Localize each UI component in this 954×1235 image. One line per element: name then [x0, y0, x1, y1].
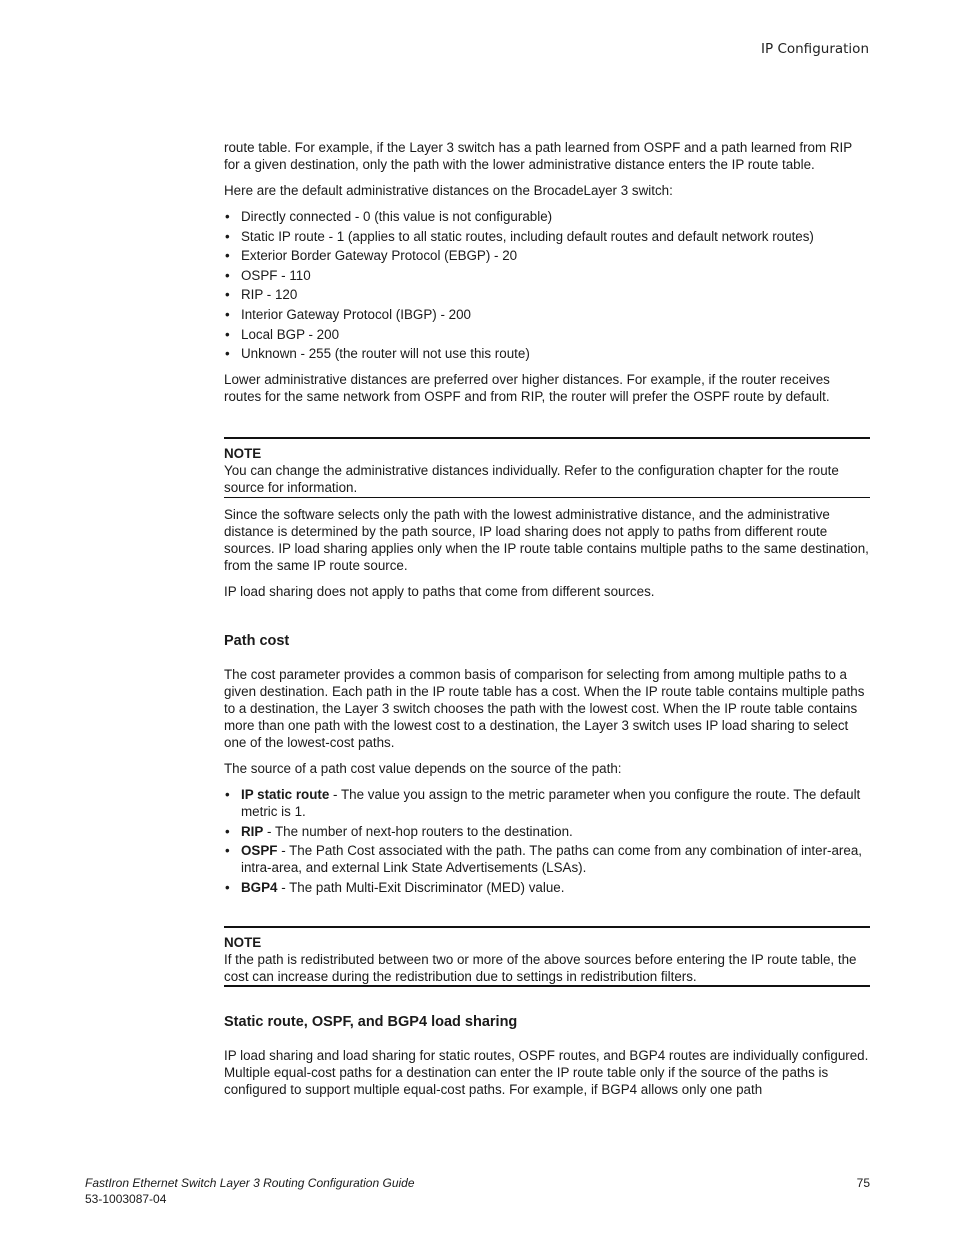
footer-doc-id: 53-1003087-04	[85, 1192, 167, 1206]
defaults-intro: Here are the default administrative distances on the BrocadeLayer 3 switch:	[224, 183, 673, 198]
footer-title: FastIron Ethernet Switch Layer 3 Routing Configuration Guide	[85, 1176, 415, 1190]
note-box	[224, 926, 870, 987]
static-route-paragraph: IP load sharing and load sharing for static routes, OSPF routes, and BGP4 routes are individually configured. Multiple equal-cost paths for a destination can enter the IP route table only if the source of the paths is configured to support multiple equal-cost paths. For example, if BGP4 allows only one path	[224, 1047, 869, 1097]
list-item: • Local BGP - 200	[225, 326, 340, 342]
bullet-icon: •	[225, 228, 230, 244]
list-item: • Static IP route - 1 (applies to all static routes, including default routes and default network routes)	[225, 228, 814, 244]
path-cost-list	[224, 786, 870, 896]
bullet-icon: •	[225, 248, 230, 264]
list-item: • Interior Gateway Protocol (IBGP) - 200	[225, 306, 471, 322]
list-item: • Directly connected - 0 (this value is not configurable)	[225, 209, 553, 224]
list-item: • RIP - The number of next-hop routers to the destination.	[225, 823, 573, 839]
bullet-icon: •	[225, 843, 230, 859]
bullet-icon: •	[225, 823, 230, 839]
list-term: IP static route	[241, 787, 330, 803]
list-item: • Unknown - 255 (the router will not use this route)	[225, 346, 530, 362]
note-title: NOTE	[224, 446, 262, 462]
bullet-icon: •	[225, 879, 230, 895]
list-term: OSPF	[241, 843, 278, 859]
note-text: You can change the administrative distances individually. Refer to the configuration chapter for the route source for information.	[224, 463, 839, 496]
bullet-icon: •	[225, 267, 230, 283]
page-number: 75	[856, 1176, 870, 1190]
note-title: NOTE	[224, 934, 262, 950]
list-item: • BGP4 - The path Multi-Exit Discriminator (MED) value.	[225, 879, 565, 895]
list-term: BGP4	[241, 879, 278, 895]
bullet-icon: •	[225, 346, 230, 362]
load-sharing-paragraph: Since the software selects only the path with the lowest administrative distance, and the administrative distance is determined by the path source, IP load sharing does not apply to paths from different route sources. IP load sharing applies only when the IP route table contains multiple paths to the same destination, from the same IP route source.	[224, 507, 869, 574]
path-cost-source-paragraph: The source of a path cost value depends on the source of the path:	[224, 761, 622, 777]
bullet-icon: •	[225, 209, 230, 224]
preference-paragraph: Lower administrative distances are preferred over higher distances. For example, if the router receives routes for the same network from OSPF and from RIP, the router will prefer the OSPF route by default.	[224, 372, 830, 405]
list-item: • Exterior Border Gateway Protocol (EBGP) - 20	[225, 248, 518, 264]
note-box	[224, 437, 870, 498]
bullet-icon: •	[225, 287, 230, 303]
bullet-icon: •	[225, 787, 230, 803]
list-term: RIP	[241, 823, 264, 839]
page-footer	[85, 1175, 870, 1207]
note-text: If the path is redistributed between two or more of the above sources before entering the IP route table, the cost can increase during the redistribution due to settings in redistribution filters.	[224, 951, 857, 984]
defaults-list	[224, 208, 870, 362]
bullet-icon: •	[225, 326, 230, 342]
path-cost-heading: Path cost	[224, 633, 290, 650]
list-item: • RIP - 120	[225, 287, 298, 303]
main-content	[224, 139, 870, 1107]
list-item: • OSPF - 110	[225, 267, 311, 283]
static-route-heading: Static route, OSPF, and BGP4 load sharing	[224, 1013, 518, 1030]
list-item: • OSPF - The Path Cost associated with the path. The paths can come from any combination of inter-area, intra-area, and external Link State Advertisements (LSAs).	[225, 843, 863, 876]
running-header: IP Configuration	[761, 41, 869, 57]
intro-paragraph: route table. For example, if the Layer 3 switch has a path learned from OSPF and a path learned from RIP for a given destination, only the path with the lower administrative distance enters the IP route table.	[224, 140, 852, 172]
bullet-icon: •	[225, 306, 230, 322]
list-item: • IP static route - The value you assign to the metric parameter when you configure the route. The default metric is 1.	[225, 787, 861, 820]
load-sharing-note: IP load sharing does not apply to paths that come from different sources.	[224, 584, 655, 600]
path-cost-paragraph: The cost parameter provides a common basis of comparison for selecting from among multiple paths to a given destination. Each path in the IP route table has a cost. When the IP route table contains multiple paths to a destination, the Layer 3 switch chooses the path with the lowest cost. When the IP route table contains more than one path with the lowest cost to a destination, the Layer 3 switch uses IP load sharing to select one of the lowest-cost paths.	[224, 667, 865, 751]
